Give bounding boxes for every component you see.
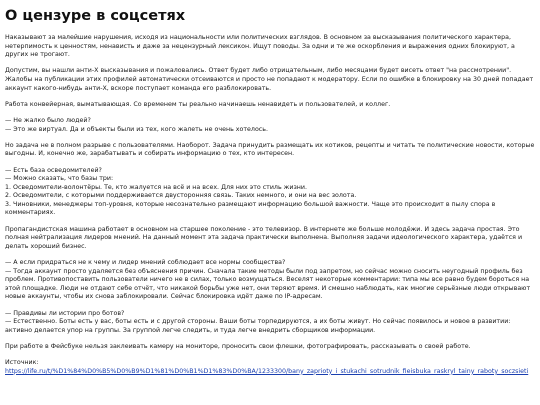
- qa-opinion-leader: [5, 259, 535, 302]
- list-item: 1. Осведомители-волонтёры. Те, кто жалуется на всё и на всех. Для них это стиль жизни.: [5, 183, 307, 191]
- source-label: Источник:: [5, 359, 39, 367]
- paragraph-complaints: Допустим, вы нашли анти-Х высказывания и пожаловались. Ответ будет либо отрицательным, либо месяцами будет висеть ответ "на рассмотрении". Жалобы на публикации этих профилей автоматически отсеиваются и просто не попадают к модератору. Если по ошибке в блокировку на 30 дней попадает аккаунт какого-нибудь анти-Х, вскоре поступает команда его разблокировать.: [5, 67, 534, 92]
- article-title: О цензуре в соцсетях: [5, 8, 186, 24]
- qa-pity: [5, 117, 535, 134]
- paragraph-rules: При работе в Фейсбуке нельзя заклеивать камеру на мониторе, проносить свои флешки, фотографировать, рассказывать о своей работе.: [5, 342, 471, 350]
- paragraph-punishments: Наказывают за малейшие нарушения, исходя из национальности или политических взглядов. В основном за высказывания политического характера, нетерпимость к ценностям, ненависть и даже за нецензурный лексикон. Ищут поводы. За одни и те же оскорбления и выражения одних блокируют, а других не трогают.: [5, 34, 515, 59]
- question-opinion-leader: — А если придраться не к чему и лидер мнений соблюдает все нормы сообщества?: [5, 259, 286, 267]
- answer-bots: — Естественно. Боты есть у вас, боты есть и с другой стороны. Ваши боты торпедируются, а их боты живут. Но сейчас появилось и новое в развитии: активно делается упор на группы. За группой легче следить, и туда легче внедрить сборщиков информации.: [5, 318, 511, 334]
- qa-bots: [5, 310, 535, 336]
- list-item: 3. Чиновники, менеджеры топ-уровня, которые несознательно размещают информацию большой важности. Чаще это происходит в пылу спора в комментариях.: [5, 200, 496, 217]
- source-link[interactable]: https://life.ru/t/%D1%84%D0%B5%D0%B9%D1%81%D0%B1%D1%83%D0%BA/1233300/bany_zaprioty_i_stukachi_sotrudnik_fieisbuka_raskryl_tainy_raboty_soczsieti: [5, 367, 529, 375]
- paragraph-propaganda: Пропагандистская машина работает в основном на старшее поколение - это телевизор. В интернете же больше молодёжи. И здесь задача простая. Это полная нейтрализация лидеров мнений. На данный момент эта задача практически выполнена. Выполняя задачи идеологического характера, удаётся и делать хороший бизнес.: [5, 225, 523, 250]
- qa-informants: [5, 167, 535, 219]
- question-informants: — Есть база осведомителей?: [5, 166, 102, 174]
- question-pity: — Не жалко было людей?: [5, 116, 91, 124]
- answer-opinion-leader: — Тогда аккаунт просто удаляется без объяснения причин. Сначала такие методы были под запретом, но сейчас можно сносить неугодный профиль без проблем. Противопоставить пользователи ничего не в силах, только возмущаться. Веселят некоторые комментарии: типа мы все равно будем бороться на этой площадке. Люди не отдают себе отчёт, что никакой борьбы уже нет, они теряют время. И смешно наблюдать, как многие серьёзные люди открывают новые аккаунты, чтобы их снова заблокировали. Сейчас блокировка идёт даже по IP-адресам.: [5, 267, 531, 301]
- answer-intro: — Можно сказать, что базы три:: [5, 175, 114, 183]
- answer-pity: — Это же виртуал. Да и объекты были из тех, кого жалеть не очень хотелось.: [5, 125, 268, 133]
- paragraph-work: Работа конвейерная, выматывающая. Со временем ты реально начинаешь ненавидеть и пользователей, и коллег.: [5, 100, 391, 108]
- source: [5, 359, 535, 376]
- question-bots: — Правдивы ли истории про ботов?: [5, 309, 125, 317]
- list-item: 2. Осведомители, с которыми поддерживается двусторонняя связь. Таких немного, и они на вес золота.: [5, 192, 357, 200]
- paragraph-goal: Но задача не в полном разрыве с пользователями. Наоборот. Задача принудить размещать их котиков, рецепты и читать те политические новости, которые выгодны. И, конечно же, зарабатывать и собирать информацию о тех, кто интересен.: [5, 141, 535, 158]
